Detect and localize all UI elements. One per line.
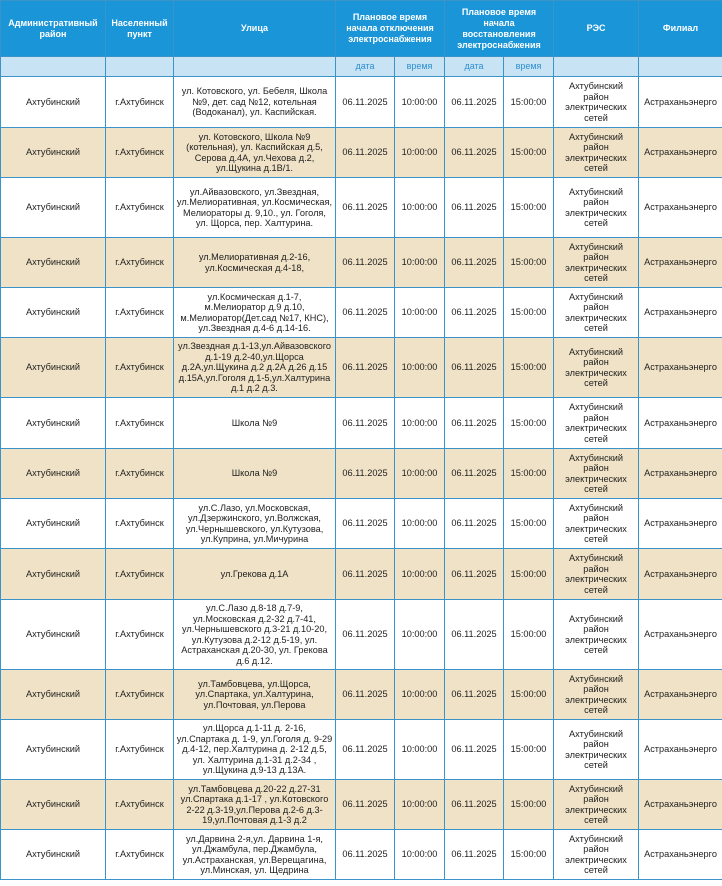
branch-cell: Астраханьэнерго [639, 670, 722, 720]
district-cell: Ахтубинский [1, 600, 106, 670]
locality-cell: г.Ахтубинск [106, 128, 174, 178]
header-outage-start: Плановое время начала отключения электроснабжения [336, 1, 445, 57]
table-row [1, 830, 722, 880]
res-cell: Ахтубинский район электрических сетей [554, 178, 639, 238]
locality-cell: г.Ахтубинск [106, 670, 174, 720]
restore-time-cell: 15:00:00 [504, 449, 554, 499]
branch-cell: Астраханьэнерго [639, 338, 722, 398]
street-cell: ул. Котовского, Школа №9 (котельная), ул. Каспийская д.5, Серова д.4А, ул.Чехова д.2, ул.Щукина д.1В/1. [174, 128, 336, 178]
locality-cell: г.Ахтубинск [106, 178, 174, 238]
street-cell: ул.С.Лазо д.8-18 д.7-9, ул.Московская д.2-32 д.7-41, ул.Чернышевского д.3-21 д.10-20, ул.Кутузова д.2-12 д.5-19, ул. Астраханская д.20-30, ул. Грекова д.6 д.12. [174, 600, 336, 670]
district-cell: Ахтубинский [1, 830, 106, 880]
res-cell: Ахтубинский район электрических сетей [554, 600, 639, 670]
subheader-on-time: время [504, 57, 554, 77]
outage-date-cell: 06.11.2025 [336, 600, 395, 670]
street-cell: ул.Щорса д.1-11 д. 2-16, ул.Спартака д. 1-9, ул.Гоголя д. 9-29 д.4-12, пер.Халтурина д. 2-12 д.5, ул. Халтурина д.1-31 д.2-34 , ул.Щукина д.9-13 д.13А. [174, 720, 336, 780]
header-street: Улица [174, 1, 336, 57]
branch-cell: Астраханьэнерго [639, 780, 722, 830]
res-cell: Ахтубинский район электрических сетей [554, 720, 639, 780]
restore-date-cell: 06.11.2025 [445, 238, 504, 288]
table-row [1, 499, 722, 549]
restore-time-cell: 15:00:00 [504, 178, 554, 238]
district-cell: Ахтубинский [1, 449, 106, 499]
district-cell: Ахтубинский [1, 238, 106, 288]
locality-cell: г.Ахтубинск [106, 499, 174, 549]
street-cell: ул.Дарвина 2-я,ул. Дарвина 1-я, ул.Джамбула, пер.Джамбула, ул.Астраханская, ул.Верещагина, ул.Минская, ул. Щедрина [174, 830, 336, 880]
outage-time-cell: 10:00:00 [395, 338, 445, 398]
street-cell: ул.Звездная д.1-13,ул.Айвазовского д.1-19 д.2-40,ул.Щорса д.2А,ул.Щукина д.2 д.2А д.26 д.15 д.15А,ул.Гоголя д.1-5,ул.Халтурина д.1 д.2 д.3. [174, 338, 336, 398]
locality-cell: г.Ахтубинск [106, 398, 174, 449]
restore-date-cell: 06.11.2025 [445, 720, 504, 780]
restore-time-cell: 15:00:00 [504, 830, 554, 880]
outage-date-cell: 06.11.2025 [336, 338, 395, 398]
branch-cell: Астраханьэнерго [639, 499, 722, 549]
outage-date-cell: 06.11.2025 [336, 178, 395, 238]
outage-date-cell: 06.11.2025 [336, 549, 395, 600]
street-cell: ул.Мелиоративная д.2-16, ул.Космическая д.4-18, [174, 238, 336, 288]
locality-cell: г.Ахтубинск [106, 780, 174, 830]
header-res: РЭС [554, 1, 639, 57]
street-cell: ул.С.Лазо, ул.Московская, ул.Дзержинского, ул.Волжская, ул.Чернышевского, ул.Кутузова, ул.Куприна, ул.Мичурина [174, 499, 336, 549]
branch-cell: Астраханьэнерго [639, 830, 722, 880]
outage-date-cell: 06.11.2025 [336, 720, 395, 780]
subheader-empty [106, 57, 174, 77]
restore-date-cell: 06.11.2025 [445, 449, 504, 499]
restore-time-cell: 15:00:00 [504, 720, 554, 780]
outage-time-cell: 10:00:00 [395, 670, 445, 720]
restore-time-cell: 15:00:00 [504, 77, 554, 128]
subheader-empty [554, 57, 639, 77]
branch-cell: Астраханьэнерго [639, 77, 722, 128]
district-cell: Ахтубинский [1, 288, 106, 338]
outage-date-cell: 06.11.2025 [336, 780, 395, 830]
table-row [1, 600, 722, 670]
outage-time-cell: 10:00:00 [395, 77, 445, 128]
restore-time-cell: 15:00:00 [504, 780, 554, 830]
restore-date-cell: 06.11.2025 [445, 499, 504, 549]
district-cell: Ахтубинский [1, 178, 106, 238]
street-cell: ул.Грекова д.1А [174, 549, 336, 600]
table-row [1, 288, 722, 338]
table-row [1, 720, 722, 780]
locality-cell: г.Ахтубинск [106, 288, 174, 338]
outage-date-cell: 06.11.2025 [336, 128, 395, 178]
district-cell: Ахтубинский [1, 780, 106, 830]
outage-time-cell: 10:00:00 [395, 600, 445, 670]
branch-cell: Астраханьэнерго [639, 178, 722, 238]
restore-time-cell: 15:00:00 [504, 499, 554, 549]
branch-cell: Астраханьэнерго [639, 449, 722, 499]
restore-date-cell: 06.11.2025 [445, 77, 504, 128]
outage-time-cell: 10:00:00 [395, 398, 445, 449]
subheader-off-date: дата [336, 57, 395, 77]
table-row [1, 398, 722, 449]
res-cell: Ахтубинский район электрических сетей [554, 288, 639, 338]
branch-cell: Астраханьэнерго [639, 128, 722, 178]
street-cell: ул. Котовского, ул. Бебеля, Школа №9, дет. сад №12, котельная (Водоканал), ул. Каспийская. [174, 77, 336, 128]
subheader-on-date: дата [445, 57, 504, 77]
header-row [1, 1, 722, 57]
street-cell: ул.Тамбовцева, ул.Щорса, ул.Спартака, ул.Халтурина, ул.Почтовая, ул.Перова [174, 670, 336, 720]
restore-time-cell: 15:00:00 [504, 128, 554, 178]
table-row [1, 670, 722, 720]
outage-date-cell: 06.11.2025 [336, 449, 395, 499]
restore-time-cell: 15:00:00 [504, 398, 554, 449]
restore-date-cell: 06.11.2025 [445, 600, 504, 670]
branch-cell: Астраханьэнерго [639, 398, 722, 449]
outage-time-cell: 10:00:00 [395, 720, 445, 780]
res-cell: Ахтубинский район электрических сетей [554, 499, 639, 549]
res-cell: Ахтубинский район электрических сетей [554, 398, 639, 449]
restore-time-cell: 15:00:00 [504, 670, 554, 720]
outage-date-cell: 06.11.2025 [336, 77, 395, 128]
locality-cell: г.Ахтубинск [106, 238, 174, 288]
street-cell: Школа №9 [174, 449, 336, 499]
locality-cell: г.Ахтубинск [106, 600, 174, 670]
district-cell: Ахтубинский [1, 499, 106, 549]
restore-date-cell: 06.11.2025 [445, 338, 504, 398]
table-row [1, 549, 722, 600]
res-cell: Ахтубинский район электрических сетей [554, 338, 639, 398]
outage-date-cell: 06.11.2025 [336, 670, 395, 720]
table-body [1, 77, 722, 880]
restore-date-cell: 06.11.2025 [445, 549, 504, 600]
district-cell: Ахтубинский [1, 338, 106, 398]
res-cell: Ахтубинский район электрических сетей [554, 549, 639, 600]
table-row [1, 338, 722, 398]
res-cell: Ахтубинский район электрических сетей [554, 449, 639, 499]
outage-time-cell: 10:00:00 [395, 288, 445, 338]
district-cell: Ахтубинский [1, 77, 106, 128]
outage-date-cell: 06.11.2025 [336, 830, 395, 880]
outage-date-cell: 06.11.2025 [336, 398, 395, 449]
outage-time-cell: 10:00:00 [395, 499, 445, 549]
outage-time-cell: 10:00:00 [395, 780, 445, 830]
res-cell: Ахтубинский район электрических сетей [554, 830, 639, 880]
table-row [1, 238, 722, 288]
subheader-off-time: время [395, 57, 445, 77]
res-cell: Ахтубинский район электрических сетей [554, 780, 639, 830]
res-cell: Ахтубинский район электрических сетей [554, 670, 639, 720]
restore-time-cell: 15:00:00 [504, 549, 554, 600]
outage-time-cell: 10:00:00 [395, 238, 445, 288]
district-cell: Ахтубинский [1, 128, 106, 178]
outage-date-cell: 06.11.2025 [336, 288, 395, 338]
res-cell: Ахтубинский район электрических сетей [554, 128, 639, 178]
restore-date-cell: 06.11.2025 [445, 128, 504, 178]
district-cell: Ахтубинский [1, 670, 106, 720]
branch-cell: Астраханьэнерго [639, 238, 722, 288]
branch-cell: Астраханьэнерго [639, 600, 722, 670]
locality-cell: г.Ахтубинск [106, 449, 174, 499]
street-cell: ул.Космическая д.1-7, м.Мелиоратор д.9 д.10, м.Мелиоратор(Дет.сад №17, КНС), ул.Звездная д.4-6 д.14-16. [174, 288, 336, 338]
outage-time-cell: 10:00:00 [395, 830, 445, 880]
branch-cell: Астраханьэнерго [639, 288, 722, 338]
locality-cell: г.Ахтубинск [106, 338, 174, 398]
restore-date-cell: 06.11.2025 [445, 670, 504, 720]
restore-date-cell: 06.11.2025 [445, 178, 504, 238]
table-row [1, 77, 722, 128]
locality-cell: г.Ахтубинск [106, 720, 174, 780]
table-row [1, 780, 722, 830]
outage-time-cell: 10:00:00 [395, 549, 445, 600]
restore-date-cell: 06.11.2025 [445, 780, 504, 830]
subheader-row [1, 57, 722, 77]
branch-cell: Астраханьэнерго [639, 720, 722, 780]
res-cell: Ахтубинский район электрических сетей [554, 238, 639, 288]
outage-time-cell: 10:00:00 [395, 449, 445, 499]
table-header [1, 1, 722, 77]
table-row [1, 449, 722, 499]
table-row [1, 128, 722, 178]
header-restore-start: Плановое время начала восстановления электроснабжения [445, 1, 554, 57]
outage-time-cell: 10:00:00 [395, 128, 445, 178]
district-cell: Ахтубинский [1, 720, 106, 780]
outage-time-cell: 10:00:00 [395, 178, 445, 238]
subheader-empty [1, 57, 106, 77]
res-cell: Ахтубинский район электрических сетей [554, 77, 639, 128]
street-cell: ул.Айвазовского, ул.Звездная, ул.Мелиоративная, ул.Космическая, Мелиораторы д. 9,10., ул. Гоголя, ул. Щорса, пер. Халтурина. [174, 178, 336, 238]
table-row [1, 178, 722, 238]
restore-time-cell: 15:00:00 [504, 338, 554, 398]
header-branch: Филиал [639, 1, 722, 57]
street-cell: Школа №9 [174, 398, 336, 449]
subheader-empty [174, 57, 336, 77]
outage-date-cell: 06.11.2025 [336, 238, 395, 288]
branch-cell: Астраханьэнерго [639, 549, 722, 600]
header-district: Административный район [1, 1, 106, 57]
outage-date-cell: 06.11.2025 [336, 499, 395, 549]
district-cell: Ахтубинский [1, 398, 106, 449]
district-cell: Ахтубинский [1, 549, 106, 600]
locality-cell: г.Ахтубинск [106, 77, 174, 128]
street-cell: ул.Тамбовцева д.20-22 д.27-31 ул.Спартака д.1-17 , ул.Котовского 2-22 д.3-19,ул.Перова д.2-6 д.3-19,ул.Почтовая д.1-3 д.2 [174, 780, 336, 830]
restore-date-cell: 06.11.2025 [445, 398, 504, 449]
restore-date-cell: 06.11.2025 [445, 288, 504, 338]
subheader-empty [639, 57, 722, 77]
header-locality: Населенный пункт [106, 1, 174, 57]
locality-cell: г.Ахтубинск [106, 830, 174, 880]
restore-date-cell: 06.11.2025 [445, 830, 504, 880]
restore-time-cell: 15:00:00 [504, 288, 554, 338]
restore-time-cell: 15:00:00 [504, 600, 554, 670]
locality-cell: г.Ахтубинск [106, 549, 174, 600]
restore-time-cell: 15:00:00 [504, 238, 554, 288]
